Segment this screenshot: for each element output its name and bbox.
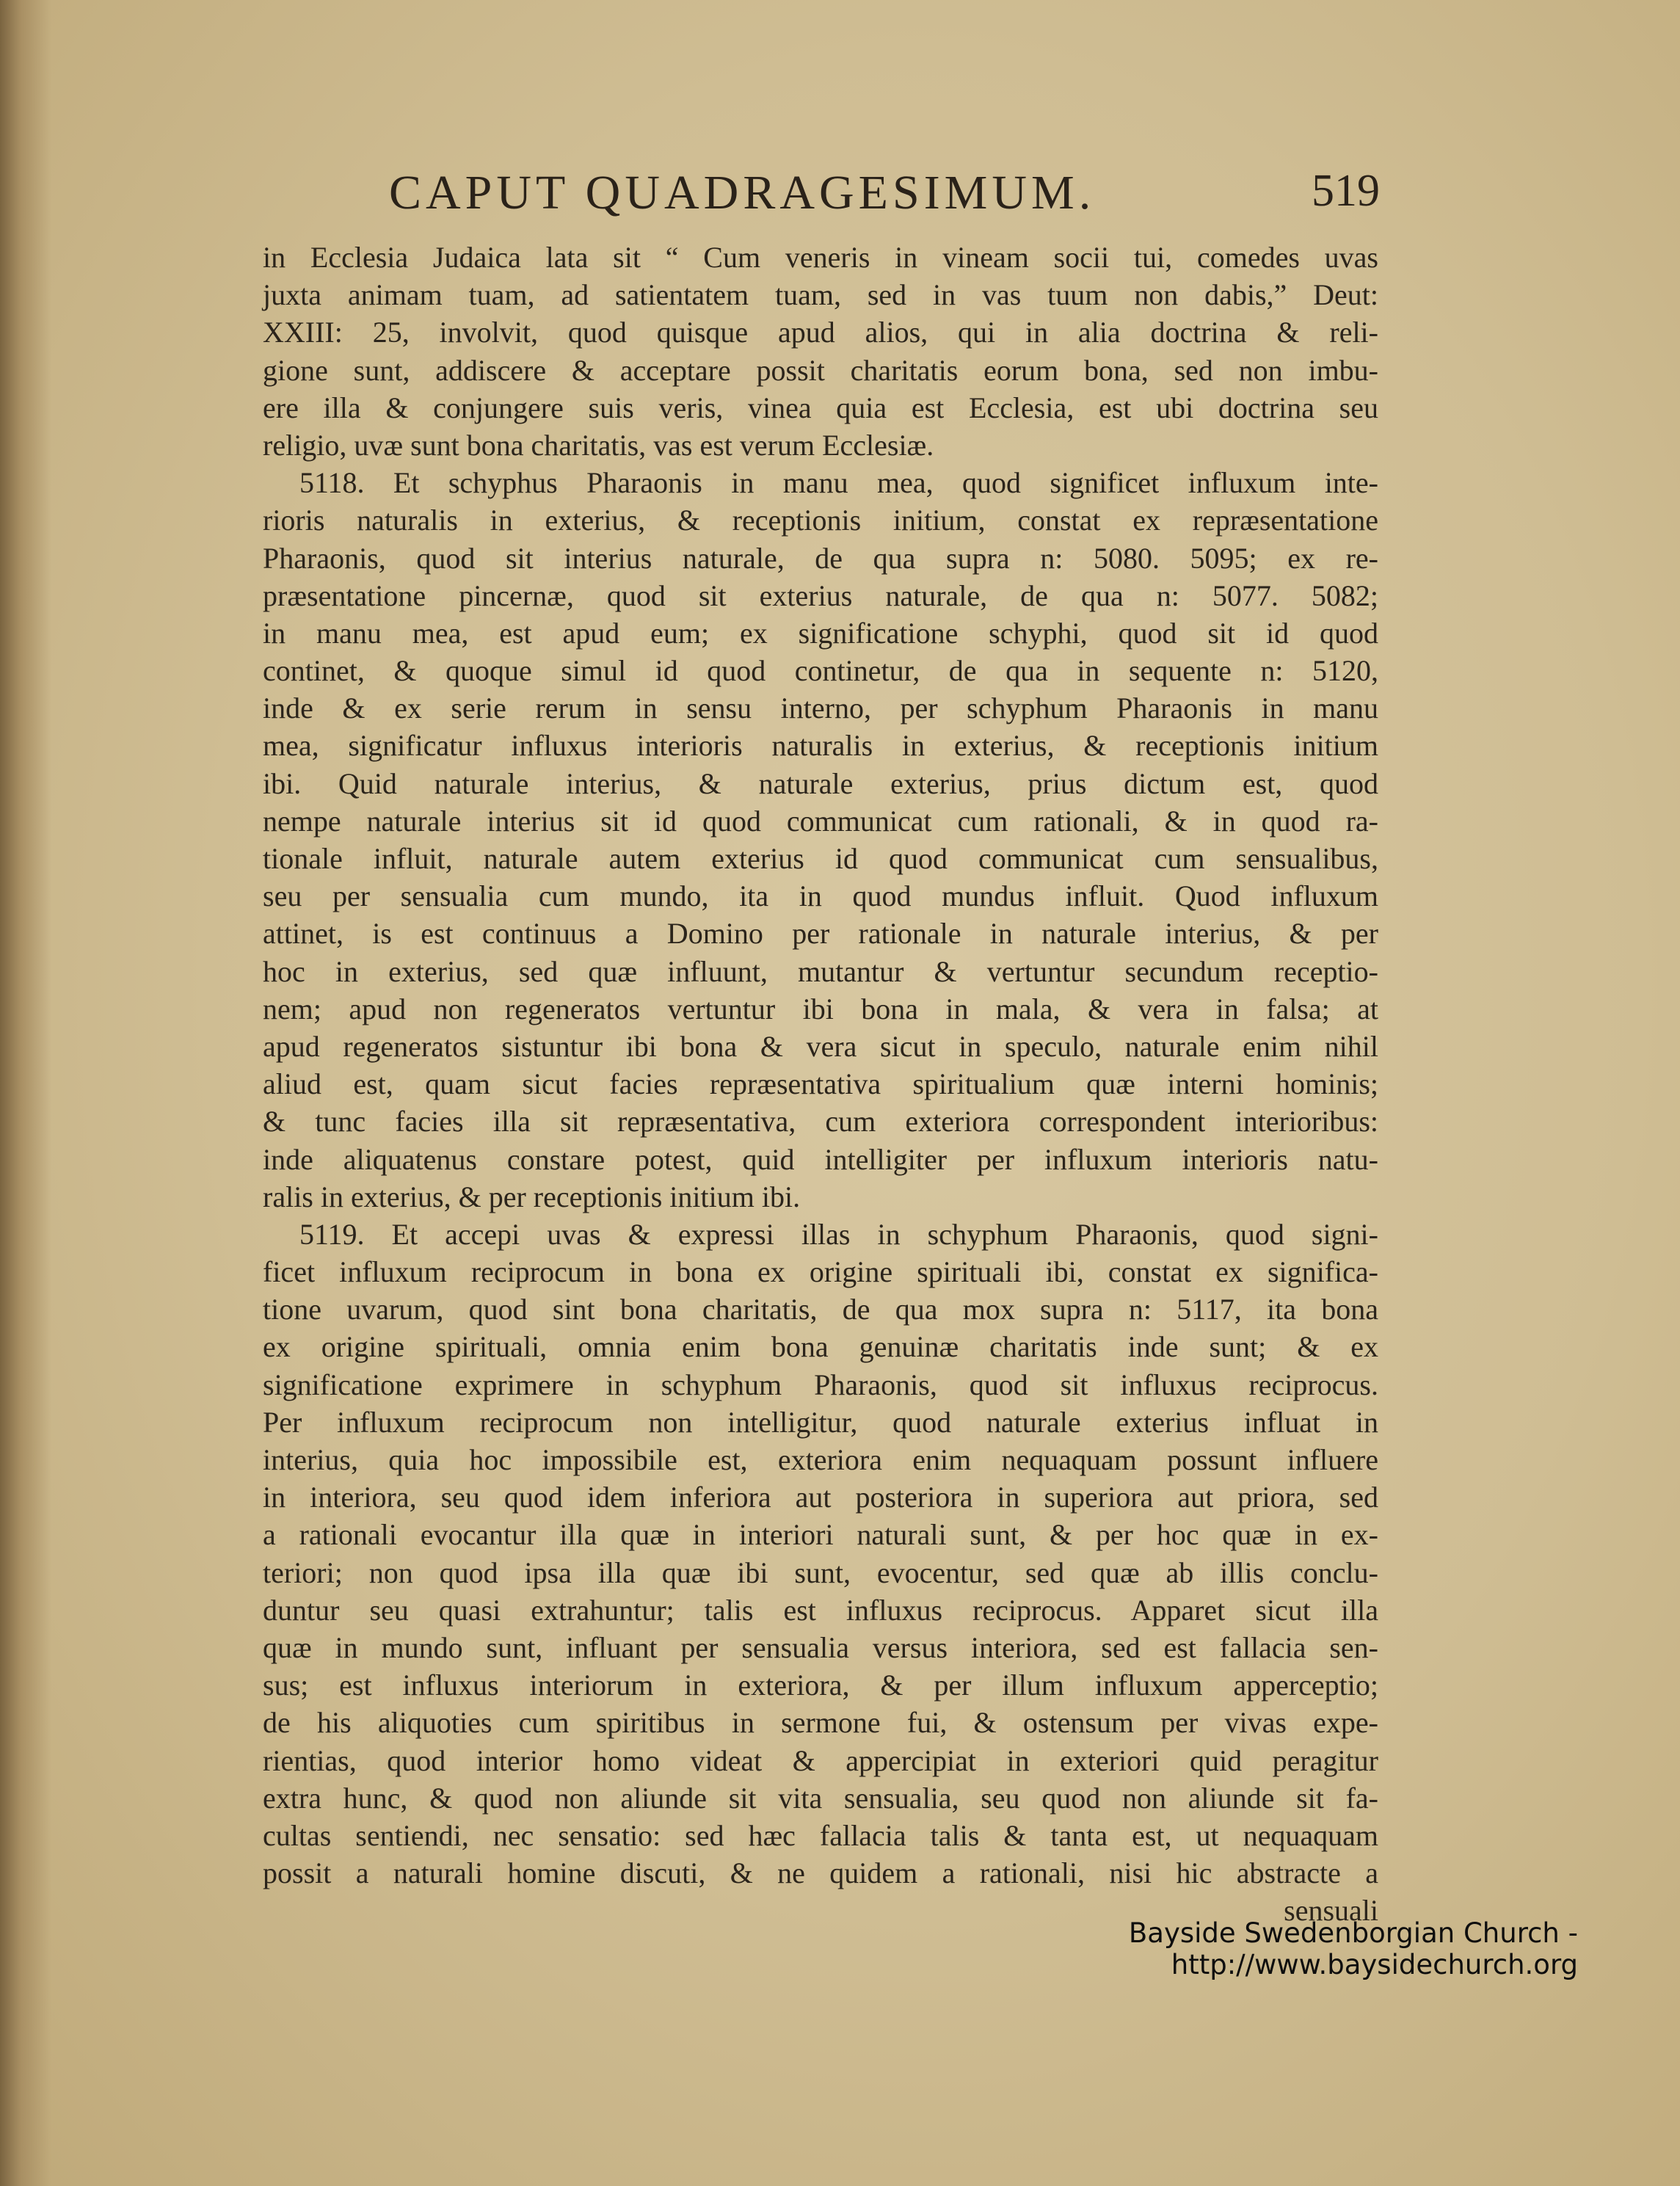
paragraph-5119-start: 5119. Et accepi uvas & expressi illas in schyphum Pharaonis, quod signi- — [299, 1217, 1378, 1251]
catchword: sensuali — [1284, 1894, 1378, 1928]
text-line: a rationali evocantur illa quæ in interiori naturali sunt, & per hoc quæ in ex- — [263, 1518, 1378, 1552]
text-line: rientias, quod interior homo videat & appercipiat in exteriori quid peragitur — [263, 1743, 1378, 1777]
text-line: XXIII: 25, involvit, quod quisque apud alios, qui in alia doctrina & reli- — [263, 316, 1378, 349]
text-line: in interiora, seu quod idem inferiora aut posteriora in superiora aut priora, sed — [263, 1481, 1378, 1514]
body-text — [263, 239, 1378, 1929]
text-line: seu per sensualia cum mundo, ita in quod mundus influit. Quod influxum — [263, 879, 1378, 913]
text-line: aliud est, quam sicut facies repræsentativa spiritualium quæ interni hominis; — [263, 1067, 1378, 1101]
text-line: cultas sentiendi, nec sensatio: sed hæc fallacia talis & tanta est, ut nequaquam — [263, 1818, 1378, 1852]
text-line: religio, uvæ sunt bona charitatis, vas est verum Ecclesiæ. — [263, 428, 934, 462]
text-line: inde & ex serie rerum in sensu interno, per schyphum Pharaonis in manu — [263, 691, 1378, 725]
text-line: apud regeneratos sistuntur ibi bona & vera sicut in speculo, naturale enim nihil — [263, 1029, 1378, 1063]
text-line: duntur seu quasi extrahuntur; talis est influxus reciprocus. Apparet sicut illa — [263, 1593, 1378, 1627]
text-line: nempe naturale interius sit id quod communicat cum rationali, & in quod ra- — [263, 804, 1378, 838]
text-line: quæ in mundo sunt, influant per sensualia versus interiora, sed est fallacia sen- — [263, 1630, 1378, 1664]
text-line: ralis in exterius, & per receptionis initium ibi. — [263, 1180, 801, 1213]
text-line: interius, quia hoc impossibile est, exteriora enim nequaquam possunt influere — [263, 1443, 1378, 1476]
spine-shadow — [0, 0, 51, 2186]
text-line: sus; est influxus interiorum in exteriora, & per illum influxum apperceptio; — [263, 1668, 1378, 1702]
text-line: tionale influit, naturale autem exterius id quod communicat cum sensualibus, — [263, 842, 1378, 875]
text-line: de his aliquoties cum spiritibus in sermone fui, & ostensum per vivas expe- — [263, 1706, 1378, 1740]
text-line: inde aliquatenus constare potest, quid intelligiter per influxum interioris natu- — [263, 1142, 1378, 1176]
text-line: in Ecclesia Judaica lata sit “ Cum veneris in vineam socii tui, comedes uvas — [263, 241, 1378, 274]
text-line: ere illa & conjungere suis veris, vinea quia est Ecclesia, est ubi doctrina seu — [263, 391, 1378, 424]
text-line: rioris naturalis in exterius, & receptionis initium, constat ex repræsentatione — [263, 504, 1378, 537]
text-line: teriori; non quod ipsa illa quæ ibi sunt, evocentur, sed quæ ab illis conclu- — [263, 1555, 1378, 1589]
footer-credit: Bayside Swedenborgian Church - http://www.baysidechurch.org — [1128, 1917, 1578, 1980]
paragraph-5118-start: 5118. Et schyphus Pharaonis in manu mea, quod significet influxum inte- — [299, 466, 1378, 500]
text-line: Per influxum reciprocum non intelligitur, quod naturale exterius influat in — [263, 1405, 1378, 1439]
text-line: significatione exprimere in schyphum Pharaonis, quod sit influxus reciprocus. — [263, 1368, 1378, 1401]
page-number: 519 — [1312, 166, 1380, 216]
text-line: tione uvarum, quod sint bona charitatis, de qua mox supra n: 5117, ita bona — [263, 1293, 1378, 1326]
text-line: attinet, is est continuus a Domino per rationale in naturale interius, & per — [263, 917, 1378, 951]
text-line: ficet influxum reciprocum in bona ex origine spirituali ibi, constat ex significa- — [263, 1255, 1378, 1289]
text-line: nem; apud non regeneratos vertuntur ibi bona in mala, & vera in falsa; at — [263, 992, 1378, 1025]
text-line: ibi. Quid naturale interius, & naturale exterius, prius dictum est, quod — [263, 766, 1378, 800]
running-head — [389, 165, 1380, 231]
text-line: gione sunt, addiscere & acceptare possit charitatis eorum bona, sed non imbu- — [263, 353, 1378, 387]
text-line: ex origine spirituali, omnia enim bona genuinæ charitatis inde sunt; & ex — [263, 1330, 1378, 1364]
text-line: in manu mea, est apud eum; ex significatione schyphi, quod sit id quod — [263, 616, 1378, 650]
text-line: possit a naturali homine discuti, & ne quidem a rationali, nisi hic abstracte a — [263, 1856, 1378, 1890]
text-line: mea, significatur influxus interioris naturalis in exterius, & receptionis initium — [263, 729, 1378, 763]
text-line: hoc in exterius, sed quæ influunt, mutantur & vertuntur secundum receptio- — [263, 954, 1378, 988]
text-line: & tunc facies illa sit repræsentativa, cum exteriora correspondent interioribus: — [263, 1105, 1378, 1139]
text-line: extra hunc, & quod non aliunde sit vita sensualia, seu quod non aliunde sit fa- — [263, 1781, 1378, 1815]
text-line: Pharaonis, quod sit interius naturale, de qua supra n: 5080. 5095; ex re- — [263, 541, 1378, 575]
text-line: præsentatione pincernæ, quod sit exterius naturale, de qua n: 5077. 5082; — [263, 578, 1378, 612]
text-line: juxta animam tuam, ad satientatem tuam, sed in vas tuum non dabis,” Deut: — [263, 278, 1378, 312]
running-title: CAPUT QUADRAGESIMUM. — [389, 166, 1096, 219]
text-line: continet, & quoque simul id quod continetur, de qua in sequente n: 5120, — [263, 654, 1378, 688]
